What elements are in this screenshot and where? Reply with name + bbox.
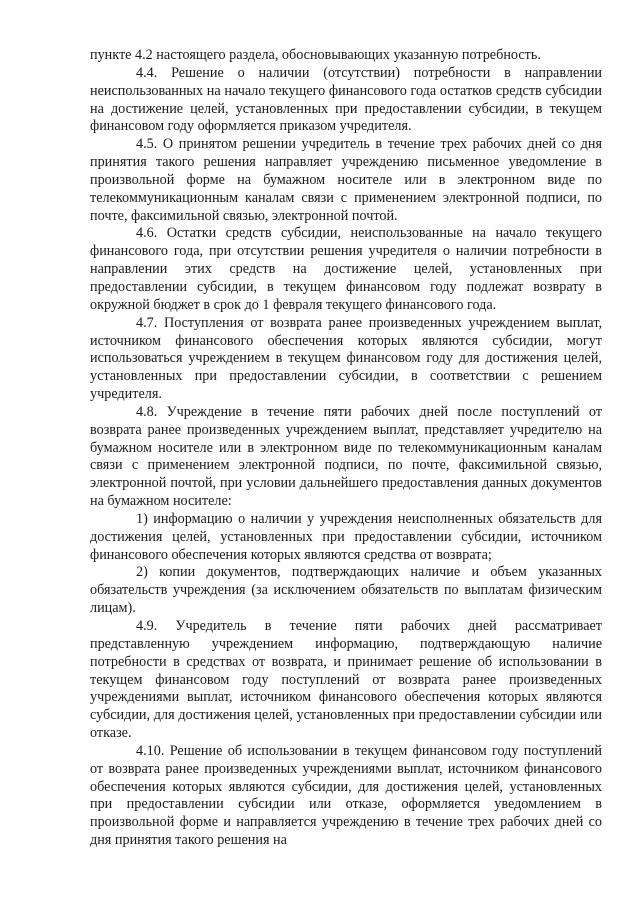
paragraph-4-4: 4.4. Решение о наличии (отсутствии) потребности в направлении неиспользованных на начало текущего финансового года остатков средств субсидии на достижение целей, установленных при предоставлении субсидии, в текущем финансовом году оформляется приказом учредителя. (90, 64, 602, 135)
paragraph-4-8-item-1: 1) информацию о наличии у учреждения неисполненных обязательств для достижения целей, установленных при предоставлении субсидии, источником финансового обеспечения которых являются средства от возврата; (90, 510, 602, 563)
paragraph-continuation: пункте 4.2 настоящего раздела, обосновывающих указанную потребность. (90, 47, 541, 63)
paragraph-4-5: 4.5. О принятом решении учредитель в течение трех рабочих дней со дня принятия такого решения направляет учреждению письменное уведомление в произвольной форме на бумажном носителе или в электронном виде по телекоммуникационным каналам связи с применением электронной подписи, по почте, факсимильной связью, электронной почтой. (90, 136, 602, 224)
paragraph-4-10: 4.10. Решение об использовании в текущем финансовом году поступлений от возврата ранее произведенных учреждениями выплат, источником финансового обеспечения которых являются субсидии, для достижения целей, установленных при предоставлении субсидии или отказе, оформляется уведомлением в произвольной форме и направляется учреждению в течение трех рабочих дней со дня принятия такого решения на (90, 742, 602, 849)
paragraph-4-9: 4.9. Учредитель в течение пяти рабочих дней рассматривает представленную учреждением информацию, подтверждающую наличие потребности в средствах от возврата, и принимает решение об использовании в текущем финансовом году поступлений от возврата ранее произведенных учреждениями выплат, источником финансового обеспечения которых являются субсидии, для достижения целей, установленных при предоставлении субсидии или отказе. (90, 618, 602, 742)
paragraph-4-8: 4.8. Учреждение в течение пяти рабочих дней после поступлений от возврата ранее произведенных учреждением выплат, представляет учредителю на бумажном носителе или в электронном виде по телекоммуникационным каналам связи с применением электронной подписи, по почте, факсимильной связью, электронной почтой, при условии дальнейшего предоставления данных документов на бумажном носителе: (90, 403, 602, 510)
paragraph-4-8-item-2: 2) копии документов, подтверждающих наличие и объем указанных обязательств учреждения (за исключением обязательств по выплатам физическим лицам). (90, 564, 602, 617)
paragraph-4-7: 4.7. Поступления от возврата ранее произведенных учреждением выплат, источником финансового обеспечения которых являются субсидии, могут использоваться учреждением в текущем финансовом году для достижения целей, установленных при предоставлении субсидии, в соответствии с решением учредителя. (90, 314, 602, 403)
paragraph-4-6: 4.6. Остатки средств субсидии, неиспользованные на начало текущего финансового года, при отсутствии решения учредителя о наличии потребности в направлении этих средств на достижение целей, установленных при предоставлении субсидии, в текущем финансовом году подлежат возврату в окружной бюджет в срок до 1 февраля текущего финансового года. (90, 225, 602, 313)
